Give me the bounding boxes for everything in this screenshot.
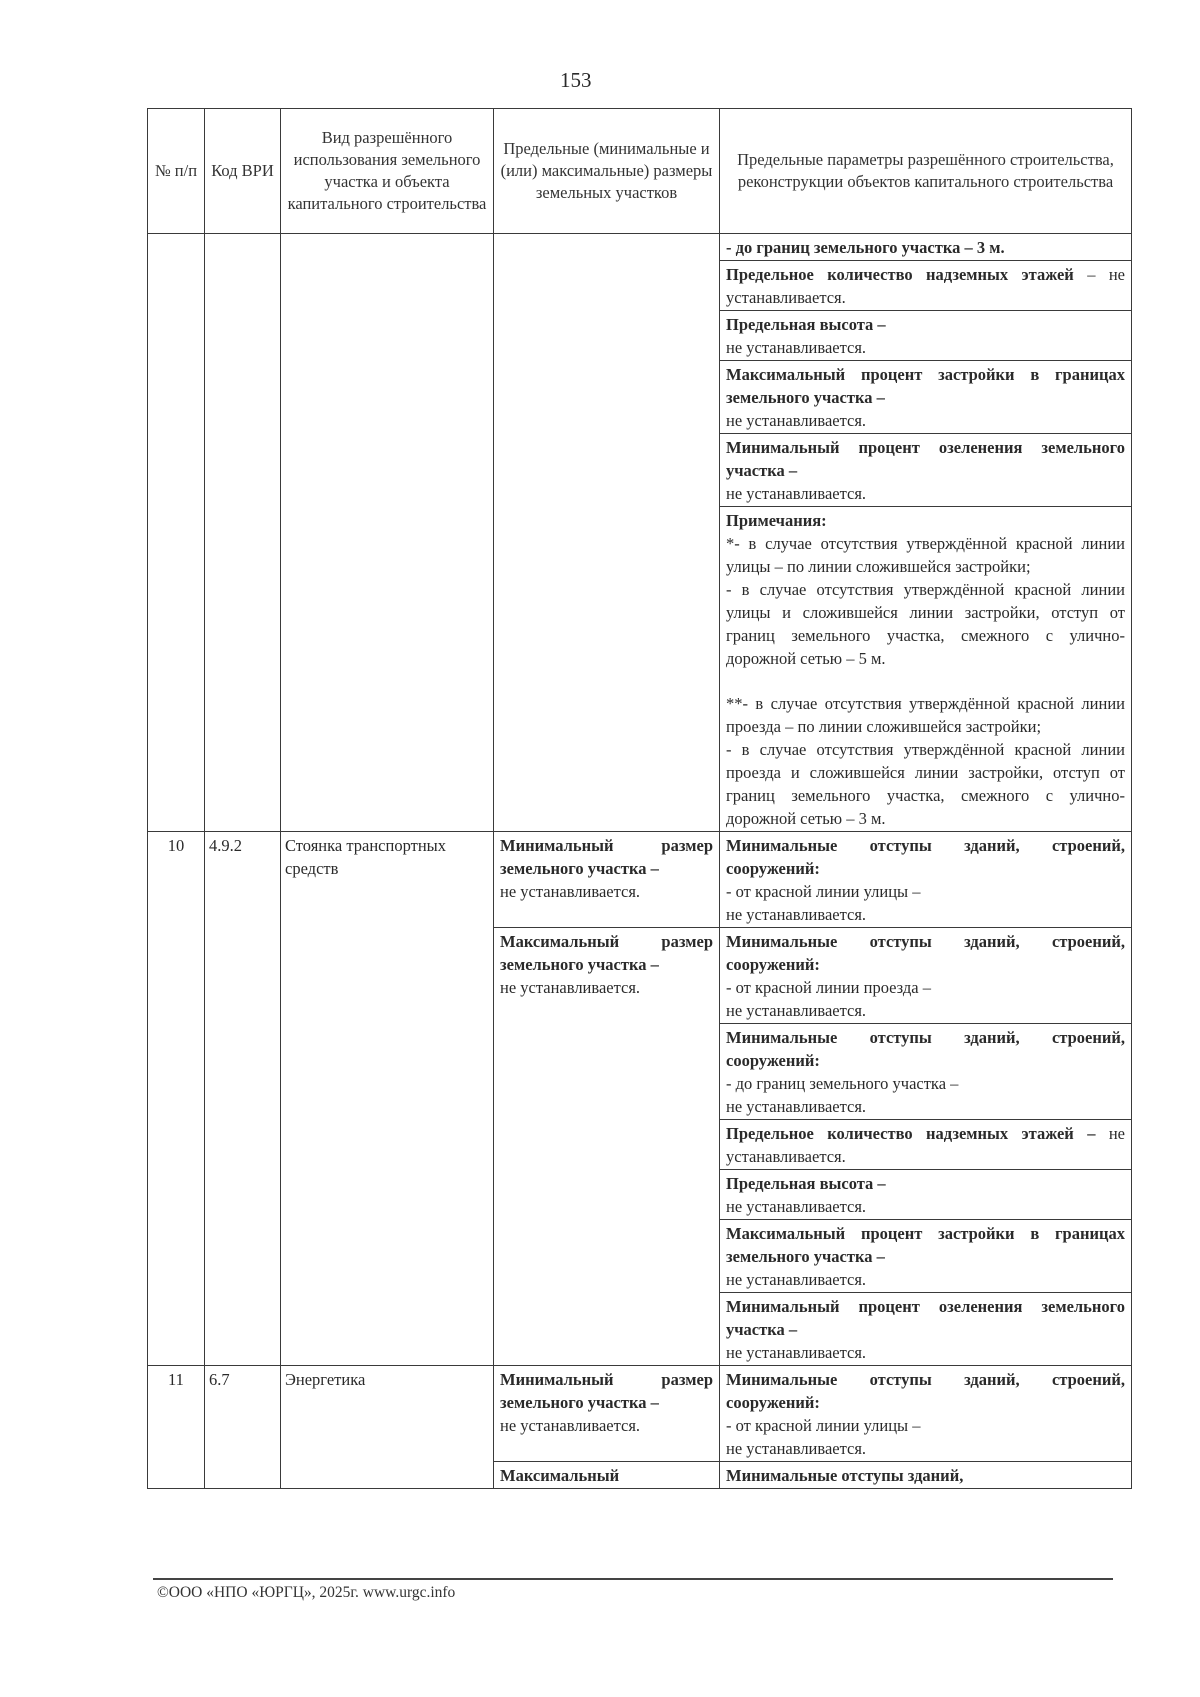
param-label: Максимальный процент застройки в границах земельного участка – <box>726 1224 1125 1266</box>
param-value: не устанавливается. <box>726 1343 867 1362</box>
param-value: не устанавливается. <box>726 1001 867 1020</box>
param-cell <box>720 361 1132 434</box>
header-use: Вид разрешённого использования земельного участка и объекта капитального строительства <box>281 109 494 234</box>
size-cell <box>494 928 720 1366</box>
note-text: - в случае отсутствия утверждённой красной линии проезда и сложившейся линии застройки, отступ от границ земельного участка, смежного с улично-дорожной сетью – 3 м. <box>726 740 1125 828</box>
cell-code: 4.9.2 <box>205 832 281 1366</box>
size-cell <box>494 1366 720 1462</box>
param-label: Предельное количество надземных этажей – <box>726 1124 1096 1143</box>
param-label: Минимальные отступы зданий, строений, сооружений: <box>726 836 1125 878</box>
cell-num: 11 <box>148 1366 205 1489</box>
param-text: - от красной линии улицы – <box>726 1416 921 1435</box>
param-label: Максимальный процент застройки в границах земельного участка – <box>726 365 1125 407</box>
param-value: не устанавливается. <box>726 1270 867 1289</box>
regulations-table <box>147 108 1132 1489</box>
param-value: – не устанавливается. <box>726 265 1125 307</box>
size-cell: Максимальный <box>494 1462 720 1489</box>
param-cell: Минимальные отступы зданий, <box>720 1462 1132 1489</box>
header-params: Предельные параметры разрешённого строительства, реконструкции объектов капитального строительства <box>720 109 1132 234</box>
param-cell <box>720 832 1132 928</box>
size-value: не устанавливается. <box>500 978 641 997</box>
header-num: № п/п <box>148 109 205 234</box>
header-code: Код ВРИ <box>205 109 281 234</box>
param-cell <box>720 1366 1132 1462</box>
param-label: Минимальный процент озеленения земельного участка – <box>726 438 1125 480</box>
param-label: Предельная высота – <box>726 315 886 334</box>
size-value: не устанавливается. <box>500 882 641 901</box>
param-value: не устанавливается. <box>726 1439 867 1458</box>
param-cell <box>720 311 1132 361</box>
cell-use: Энергетика <box>281 1366 494 1489</box>
param-cell <box>720 1120 1132 1170</box>
note-gap <box>726 670 1125 692</box>
table-row <box>148 234 1132 261</box>
param-value: не устанавливается. <box>726 1097 867 1116</box>
page-number: 153 <box>560 68 592 92</box>
param-label: Предельная высота – <box>726 1174 886 1193</box>
cell-code <box>205 234 281 832</box>
notes-title: Примечания: <box>726 511 827 530</box>
cell-use <box>281 234 494 832</box>
param-cell: - до границ земельного участка – 3 м. <box>720 234 1132 261</box>
footer-divider <box>153 1578 1113 1580</box>
param-text: - от красной линии проезда – <box>726 978 931 997</box>
cell-num <box>148 234 205 832</box>
param-cell <box>720 1024 1132 1120</box>
param-label: Минимальные отступы зданий, строений, сооружений: <box>726 1028 1125 1070</box>
param-value: не устанавливается. <box>726 484 867 503</box>
param-cell <box>720 1293 1132 1366</box>
param-label: Минимальные отступы зданий, строений, сооружений: <box>726 1370 1125 1412</box>
table-header-row <box>148 109 1132 234</box>
cell-size <box>494 234 720 832</box>
param-cell <box>720 261 1132 311</box>
param-value: не устанавливается. <box>726 905 867 924</box>
param-text: - от красной линии улицы – <box>726 882 921 901</box>
size-label: Минимальный размер земельного участка – <box>500 1370 713 1412</box>
param-cell <box>720 1220 1132 1293</box>
header-size: Предельные (минимальные и (или) максимальные) размеры земельных участков <box>494 109 720 234</box>
param-cell <box>720 1170 1132 1220</box>
table-row <box>148 832 1132 928</box>
notes-cell <box>720 507 1132 832</box>
param-cell <box>720 928 1132 1024</box>
param-value: не устанавливается. <box>726 338 867 357</box>
size-value: не устанавливается. <box>500 1416 641 1435</box>
size-label: Максимальный размер земельного участка – <box>500 932 713 974</box>
param-value: не устанавливается. <box>726 1197 867 1216</box>
param-cell <box>720 434 1132 507</box>
cell-num: 10 <box>148 832 205 1366</box>
param-label: Минимальные отступы зданий, строений, сооружений: <box>726 932 1125 974</box>
param-value: не устанавливается. <box>726 411 867 430</box>
note-text: **- в случае отсутствия утверждённой красной линии проезда – по линии сложившейся застройки; <box>726 694 1125 736</box>
param-label: Предельное количество надземных этажей <box>726 265 1074 284</box>
size-label: Минимальный размер земельного участка – <box>500 836 713 878</box>
param-text: - до границ земельного участка – <box>726 1074 959 1093</box>
note-text: - в случае отсутствия утверждённой красной линии улицы и сложившейся линии застройки, отступ от границ земельного участка, смежного с улично-дорожной сетью – 5 м. <box>726 580 1125 668</box>
param-label: Минимальный процент озеленения земельного участка – <box>726 1297 1125 1339</box>
size-cell <box>494 832 720 928</box>
cell-use: Стоянка транспортных средств <box>281 832 494 1366</box>
cell-code: 6.7 <box>205 1366 281 1489</box>
note-text: *- в случае отсутствия утверждённой красной линии улицы – по линии сложившейся застройки; <box>726 534 1125 576</box>
param-value: не устанавливается. <box>726 1124 1125 1166</box>
footer-copyright: ©ООО «НПО «ЮРГЦ», 2025г. www.urgc.info <box>157 1584 456 1601</box>
table-row <box>148 1366 1132 1462</box>
